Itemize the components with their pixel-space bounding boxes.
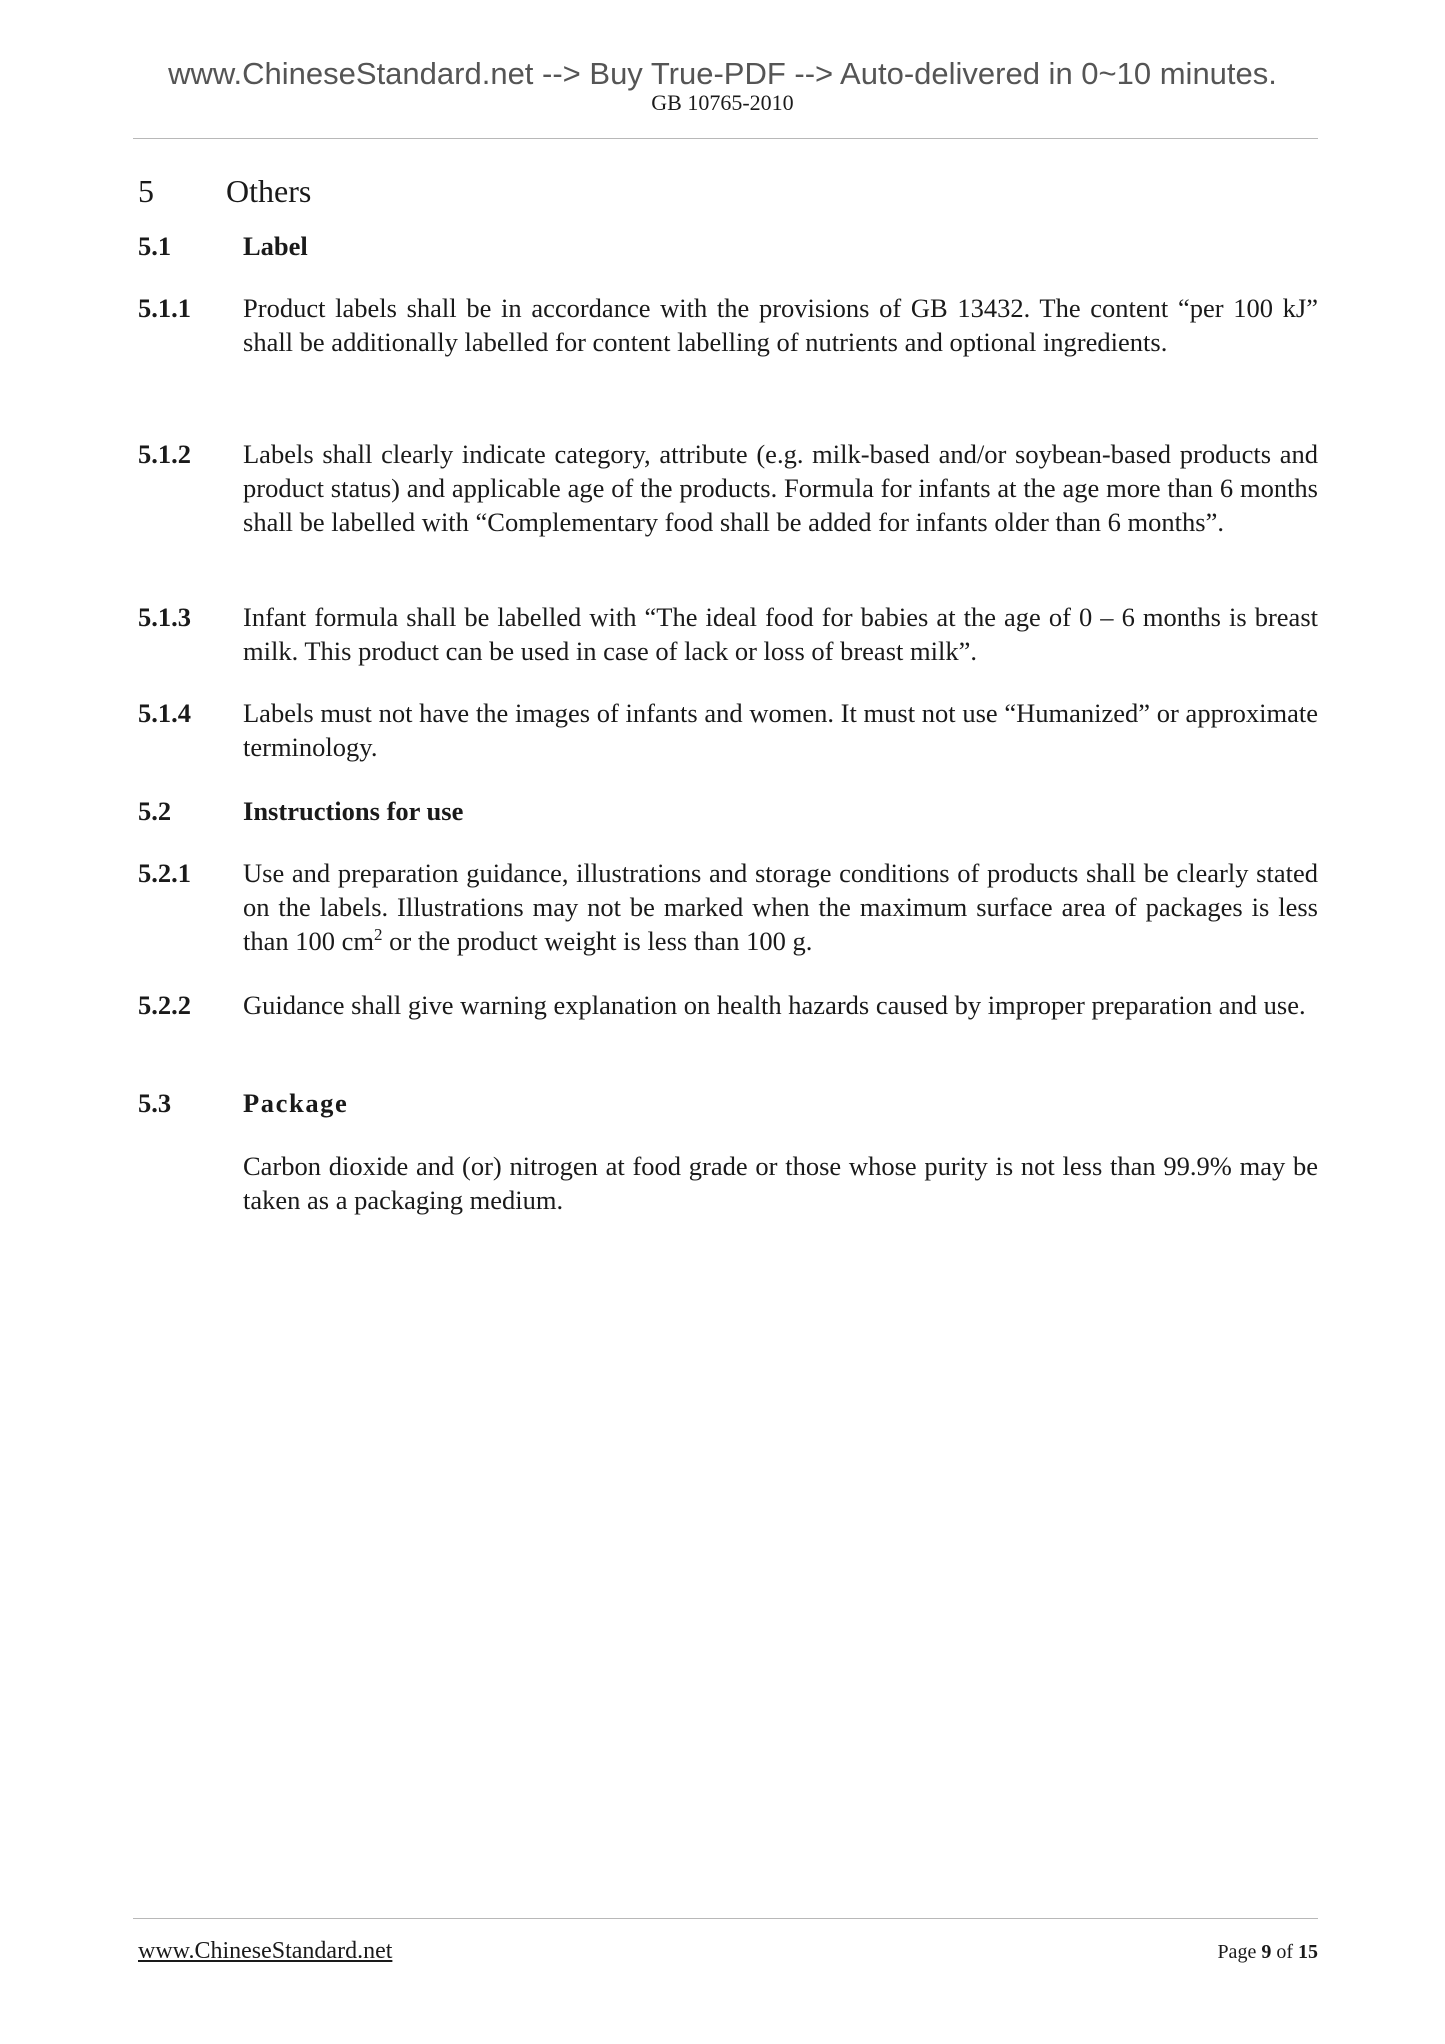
section-number: 5 xyxy=(138,173,154,209)
header-divider xyxy=(133,138,1318,139)
download-banner[interactable]: www.ChineseStandard.net --> Buy True-PDF --> Auto-delivered in 0~10 minutes. xyxy=(168,56,1277,91)
page-of: of xyxy=(1271,1941,1298,1963)
clause-5-2-1 xyxy=(138,856,1318,958)
clause-title: Label xyxy=(243,231,308,261)
clause-text: Labels shall clearly indicate category, attribute (e.g. milk-based and/or soybean-based products and product status) and applicable age of the products. Formula for infants at the age more than 6 months shall be labelled with “Complementary food shall be added for infants older than 6 months”. xyxy=(243,439,1318,537)
clause-text: Carbon dioxide and (or) nitrogen at food grade or those whose purity is not less than 99.9% may be taken as a packaging medium. xyxy=(243,1151,1318,1215)
clause-text: Guidance shall give warning explanation on health hazards caused by improper preparation and use. xyxy=(243,990,1306,1020)
clause-title: Instructions for use xyxy=(243,796,464,826)
clause-number: 5.1.3 xyxy=(138,602,191,632)
clause-number: 5.1.2 xyxy=(138,439,191,469)
document-number: GB 10765-2010 xyxy=(651,90,794,115)
clause-text-part: or the product weight is less than 100 g. xyxy=(382,926,813,956)
clause-number: 5.2.1 xyxy=(138,858,191,888)
clause-number: 5.1.1 xyxy=(138,293,191,323)
clause-5-2 xyxy=(138,794,1318,828)
page-indicator xyxy=(1217,1941,1318,1964)
clause-text: Labels must not have the images of infants and women. It must not use “Humanized” or approximate terminology. xyxy=(243,698,1318,762)
clause-5-1-4 xyxy=(138,696,1318,764)
clause-text: Product labels shall be in accordance with the provisions of GB 13432. The content “per 100 kJ” shall be additionally labelled for content labelling of nutrients and optional ingredients. xyxy=(243,293,1318,357)
clause-5-1-1 xyxy=(138,291,1318,359)
total-pages: 15 xyxy=(1298,1941,1318,1963)
clause-5-3 xyxy=(138,1086,1318,1217)
clause-5-1-3 xyxy=(138,600,1318,668)
clause-number: 5.2.2 xyxy=(138,990,191,1020)
clause-text xyxy=(243,856,1318,958)
section-heading xyxy=(138,175,311,207)
current-page: 9 xyxy=(1261,1941,1272,1963)
clause-text-part: Use and preparation guidance, illustrations and storage conditions of products shall be clearly stated on the labels. Illustrations may not be marked when the maximum surface area of packages is less than 100 cm xyxy=(243,858,1318,956)
clause-number: 5.2 xyxy=(138,796,172,826)
clause-5-1 xyxy=(138,229,1318,263)
page-prefix: Page xyxy=(1217,1941,1262,1963)
clause-number: 5.1 xyxy=(138,231,172,261)
clause-title: Package xyxy=(243,1088,349,1118)
clause-number: 5.1.4 xyxy=(138,698,191,728)
section-title: Others xyxy=(226,173,312,209)
footer-divider xyxy=(133,1918,1318,1919)
clause-number: 5.3 xyxy=(138,1088,172,1118)
superscript: 2 xyxy=(374,925,383,945)
clause-text: Infant formula shall be labelled with “The ideal food for babies at the age of 0 – 6 months is breast milk. This product can be used in case of lack or loss of breast milk”. xyxy=(243,602,1318,666)
clause-5-1-2 xyxy=(138,437,1318,539)
footer-website-link[interactable]: www.ChineseStandard.net xyxy=(138,1938,393,1964)
clause-5-2-2 xyxy=(138,988,1318,1022)
